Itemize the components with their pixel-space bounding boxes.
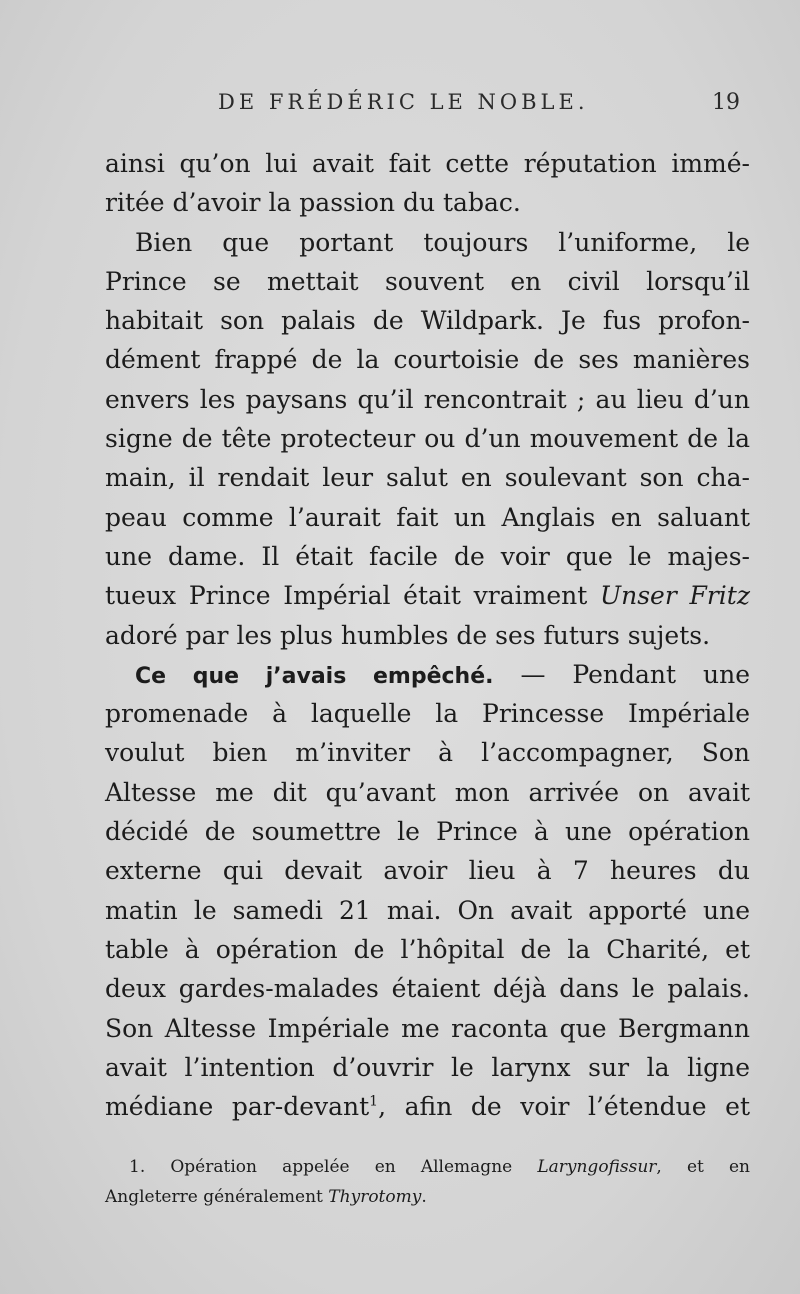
text-fragment: médiane par-devant [105,1092,370,1122]
footnote-reference: 1 [369,1093,379,1110]
page-header [0,90,800,122]
main-text [105,144,750,1126]
text-line [105,655,750,694]
footnote-line [105,1152,750,1182]
text-line: Prince se mettait souvent en civil lorsqu’il [105,266,750,296]
text-line: Son Altesse Impériale me raconta que Bergmann [105,1013,750,1043]
footnote-term: Laryngofissur [537,1157,657,1177]
text-line: externe qui devait avoir lieu à 7 heures du [105,856,750,886]
text-line: adoré par les plus humbles de ses futurs sujets. [105,620,711,650]
text-fragment: , afin de voir l’étendue et [378,1092,750,1122]
footnote-text: , et en [656,1157,750,1177]
text-line [105,1087,750,1126]
running-title: DE FRÉDÉRIC LE NOBLE. [218,90,589,114]
text-line: une dame. Il était facile de voir que le majes- [105,541,750,571]
text-line: ritée d’avoir la passion du tabac. [105,188,521,218]
text-line [105,576,750,615]
text-line: signe de tête protecteur ou d’un mouvement de la [105,424,750,454]
footnote-line [105,1182,750,1212]
section-heading: Ce que j’avais empêché. [135,663,494,689]
footnote-term: Thyrotomy [328,1187,422,1207]
text-fragment: tueux Prince Impérial était vraiment [105,581,588,611]
text-line: ainsi qu’on lui avait fait cette réputation immé- [105,149,750,178]
footnote-text: . [421,1187,427,1207]
text-line: peau comme l’aurait fait un Anglais en saluant [105,502,750,532]
text-line: Altesse me dit qu’avant mon arrivée on avait [105,777,750,807]
text-line: table à opération de l’hôpital de la Charité, et [105,934,750,964]
page-number: 19 [712,90,740,115]
text-line: main, il rendait leur salut en soulevant son cha- [105,463,750,493]
text-line: deux gardes-malades étaient déjà dans le palais. [105,974,750,1004]
text-line: dément frappé de la courtoisie de ses manières [105,345,750,375]
text-line: avait l’intention d’ouvrir le larynx sur la ligne [105,1052,750,1082]
emphasis-unser-fritz: Unser Fritz [600,581,751,611]
footnote-text: 1. Opération appelée en Allemagne [129,1157,513,1177]
text-line: promenade à laquelle la Princesse Impériale [105,699,750,729]
footnotes [105,1152,750,1212]
text-line: envers les paysans qu’il rencontrait ; au lieu d’un [105,384,750,414]
text-line: Bien que portant toujours l’uniforme, le [135,227,750,257]
text-line: voulut bien m’inviter à l’accompagner, Son [105,738,750,768]
text-line: décidé de soumettre le Prince à une opération [105,817,750,847]
text-line: matin le samedi 21 mai. On avait apporté une [105,895,750,925]
text-fragment: — Pendant une [520,659,750,689]
text-line: habitait son palais de Wildpark. Je fus profon- [105,306,750,336]
footnote-text: Angleterre généralement [105,1187,323,1207]
